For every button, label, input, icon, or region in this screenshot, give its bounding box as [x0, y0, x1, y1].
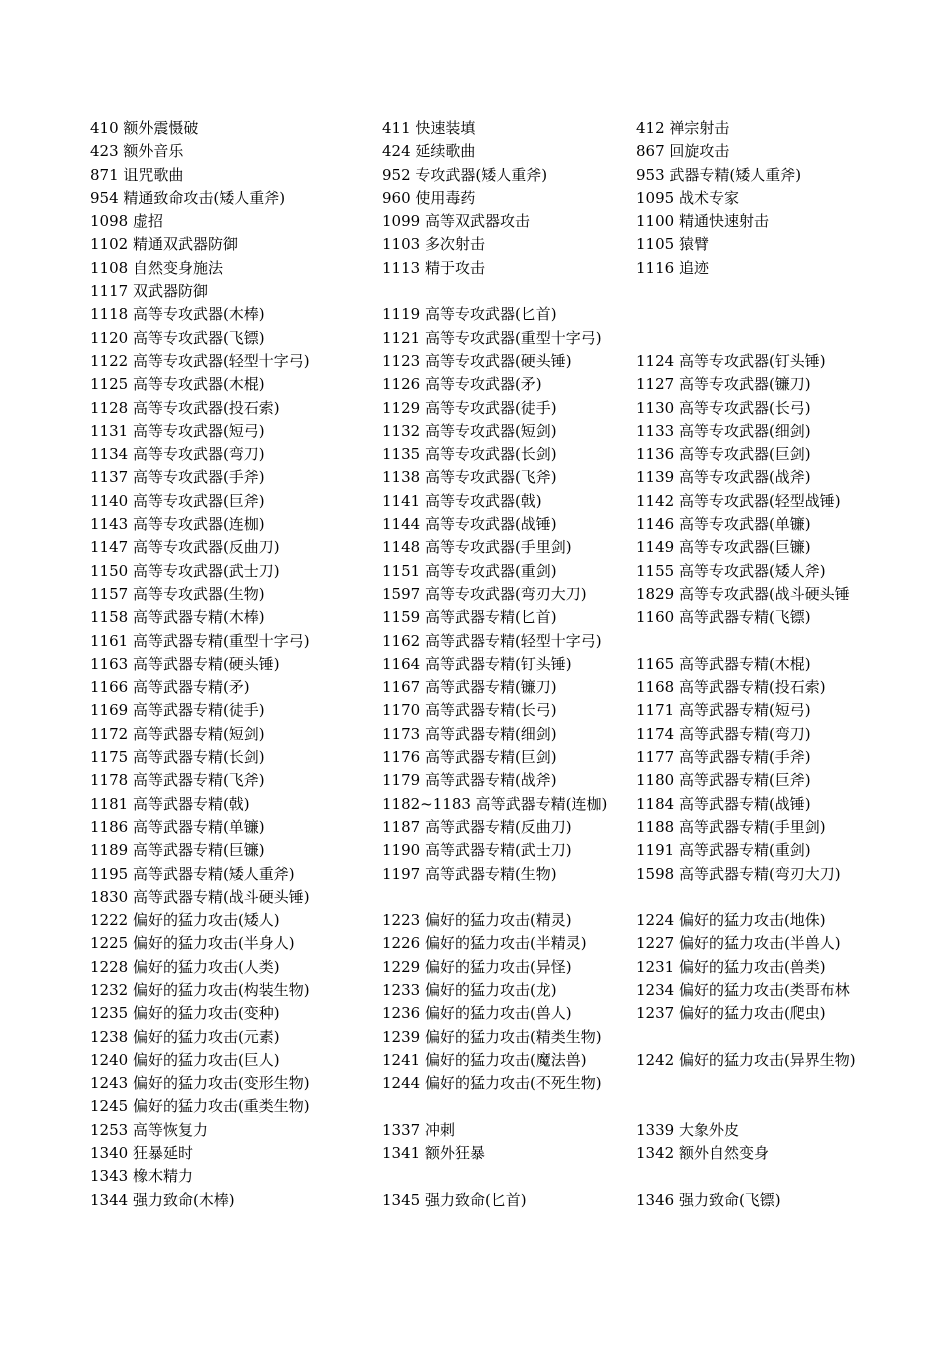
feat-entry: 1175 高等武器专精(长剑)	[90, 748, 265, 767]
feat-entry: 1166 高等武器专精(矛)	[90, 678, 250, 697]
feat-row	[0, 653, 950, 676]
feat-entry: 1160 高等武器专精(飞镖)	[636, 608, 811, 627]
feat-entry: 1117 双武器防御	[90, 282, 208, 301]
feat-entry: 1225 偏好的猛力攻击(半身人)	[90, 934, 295, 953]
feat-entry: 1136 高等专攻武器(巨剑)	[636, 445, 811, 464]
feat-entry: 1239 偏好的猛力攻击(精类生物)	[382, 1027, 602, 1046]
feat-entry: 1173 高等武器专精(细剑)	[382, 724, 557, 743]
feat-row	[0, 164, 950, 187]
feat-row	[0, 490, 950, 513]
feat-entry: 1189 高等武器专精(巨镰)	[90, 841, 265, 860]
feat-entry: 1346 强力致命(飞镖)	[636, 1190, 781, 1209]
feat-entry: 1224 偏好的猛力攻击(地侏)	[636, 911, 826, 930]
feat-entry: 1241 偏好的猛力攻击(魔法兽)	[382, 1050, 587, 1069]
feat-entry: 1240 偏好的猛力攻击(巨人)	[90, 1050, 280, 1069]
feat-entry: 1143 高等专攻武器(连枷)	[90, 515, 265, 534]
feat-row	[0, 280, 950, 303]
feat-entry: 1341 额外狂暴	[382, 1144, 485, 1163]
feat-row	[0, 746, 950, 769]
feat-entry: 411 快速装填	[382, 119, 476, 137]
feat-row	[0, 1002, 950, 1025]
feat-entry: 1162 高等武器专精(轻型十字弓)	[382, 631, 602, 650]
feat-entry: 1105 猿臂	[636, 235, 709, 254]
feat-entry: 1113 精于攻击	[382, 258, 485, 277]
feat-row	[0, 932, 950, 955]
feat-entry: 1598 高等武器专精(弯刃大刀)	[636, 864, 841, 883]
feat-entry: 1244 偏好的猛力攻击(不死生物)	[382, 1074, 602, 1093]
feat-entry: 1197 高等武器专精(生物)	[382, 864, 557, 883]
feat-entry: 410 额外震慑破	[90, 119, 199, 137]
feat-entry: 1190 高等武器专精(武士刀)	[382, 841, 572, 860]
feat-row	[0, 886, 950, 909]
feat-row	[0, 1119, 950, 1142]
feat-row	[0, 397, 950, 420]
feat-entry: 1195 高等武器专精(矮人重斧)	[90, 864, 295, 883]
feat-entry: 1169 高等武器专精(徒手)	[90, 701, 265, 720]
feat-entry: 1227 偏好的猛力攻击(半兽人)	[636, 934, 841, 953]
feat-row	[0, 956, 950, 979]
feat-entry: 1129 高等专攻武器(徒手)	[382, 398, 557, 417]
feat-row	[0, 1165, 950, 1188]
feat-entry: 1180 高等武器专精(巨斧)	[636, 771, 811, 790]
feat-entry: 1345 强力致命(匕首)	[382, 1190, 527, 1209]
feat-entry: 871 诅咒歌曲	[90, 165, 184, 184]
feat-entry: 1142 高等专攻武器(轻型战锤)	[636, 491, 841, 510]
feat-entry: 1116 追迹	[636, 258, 709, 277]
feat-entry: 1135 高等专攻武器(长剑)	[382, 445, 557, 464]
feat-entry: 1168 高等武器专精(投石索)	[636, 678, 826, 697]
feat-row	[0, 769, 950, 792]
feat-entry: 1157 高等专攻武器(生物)	[90, 584, 265, 603]
feat-entry: 1170 高等武器专精(长弓)	[382, 701, 557, 720]
feat-entry: 1141 高等专攻武器(戟)	[382, 491, 542, 510]
feat-entry: 1149 高等专攻武器(巨镰)	[636, 538, 811, 557]
feat-row	[0, 420, 950, 443]
feat-entry: 953 武器专精(矮人重斧)	[636, 165, 802, 184]
feat-entry: 1235 偏好的猛力攻击(变种)	[90, 1004, 280, 1023]
feat-entry: 1174 高等武器专精(弯刀)	[636, 724, 811, 743]
feat-entry: 1228 偏好的猛力攻击(人类)	[90, 957, 280, 976]
feat-entry: 1226 偏好的猛力攻击(半精灵)	[382, 934, 587, 953]
feat-entry: 1120 高等专攻武器(飞镖)	[90, 328, 265, 347]
feat-row	[0, 350, 950, 373]
feat-entry: 960 使用毒药	[382, 188, 476, 207]
feat-entry: 1177 高等武器专精(手斧)	[636, 748, 811, 767]
feat-entry: 1233 偏好的猛力攻击(龙)	[382, 980, 557, 999]
feat-entry: 1179 高等武器专精(战斧)	[382, 771, 557, 790]
feat-row	[0, 699, 950, 722]
feat-entry: 1165 高等武器专精(木棍)	[636, 654, 811, 673]
feat-entry: 1144 高等专攻武器(战锤)	[382, 515, 557, 534]
feat-entry: 1128 高等专攻武器(投石索)	[90, 398, 280, 417]
feat-row	[0, 1142, 950, 1165]
feat-entry: 1337 冲刺	[382, 1120, 455, 1139]
feat-row	[0, 1072, 950, 1095]
feat-entry: 1131 高等专攻武器(短弓)	[90, 421, 265, 440]
feat-entry: 1095 战术专家	[636, 188, 739, 207]
feat-entry: 1597 高等专攻武器(弯刃大刀)	[382, 584, 587, 603]
feat-entry: 1234 偏好的猛力攻击(类哥布林	[636, 980, 850, 999]
feat-entry: 1829 高等专攻武器(战斗硬头锤	[636, 584, 850, 603]
feat-row	[0, 1026, 950, 1049]
feat-entry: 1171 高等武器专精(短弓)	[636, 701, 811, 720]
feat-entry: 1167 高等武器专精(镰刀)	[382, 678, 557, 697]
feat-entry: 1245 偏好的猛力攻击(重类生物)	[90, 1097, 310, 1116]
feat-entry: 1340 狂暴延时	[90, 1144, 193, 1163]
feat-entry: 1182~1183 高等武器专精(连枷)	[382, 794, 608, 813]
feat-entry: 1188 高等武器专精(手里剑)	[636, 817, 826, 836]
feat-entry: 1139 高等专攻武器(战斧)	[636, 468, 811, 487]
feat-entry: 1339 大象外皮	[636, 1120, 739, 1139]
feat-entry: 1126 高等专攻武器(矛)	[382, 375, 542, 394]
feat-row	[0, 233, 950, 256]
feat-entry: 412 禅宗射击	[636, 119, 730, 137]
feat-entry: 1148 高等专攻武器(手里剑)	[382, 538, 572, 557]
feat-row	[0, 303, 950, 326]
feat-entry: 424 延续歌曲	[382, 142, 476, 161]
feat-row	[0, 373, 950, 396]
feat-entry: 1186 高等武器专精(单镰)	[90, 817, 265, 836]
feat-entry: 1121 高等专攻武器(重型十字弓)	[382, 328, 602, 347]
feat-entry: 1223 偏好的猛力攻击(精灵)	[382, 911, 572, 930]
feat-row	[0, 536, 950, 559]
feat-entry: 1127 高等专攻武器(镰刀)	[636, 375, 811, 394]
feat-entry: 1243 偏好的猛力攻击(变形生物)	[90, 1074, 310, 1093]
feat-entry: 1184 高等武器专精(战锤)	[636, 794, 811, 813]
feat-entry: 1158 高等武器专精(木棒)	[90, 608, 265, 627]
feat-entry: 1124 高等专攻武器(钉头锤)	[636, 351, 826, 370]
feat-row	[0, 1189, 950, 1212]
feat-entry: 1181 高等武器专精(戟)	[90, 794, 250, 813]
feat-row	[0, 816, 950, 839]
feat-entry: 1178 高等武器专精(飞斧)	[90, 771, 265, 790]
feat-entry: 1133 高等专攻武器(细剑)	[636, 421, 811, 440]
feat-entry: 867 回旋攻击	[636, 142, 730, 161]
feat-entry: 1164 高等武器专精(钉头锤)	[382, 654, 572, 673]
feat-row	[0, 1095, 950, 1118]
feat-row	[0, 513, 950, 536]
feat-entry: 1222 偏好的猛力攻击(矮人)	[90, 911, 280, 930]
feat-row	[0, 723, 950, 746]
feat-row	[0, 117, 950, 140]
feat-list	[0, 117, 950, 1212]
feat-entry: 1125 高等专攻武器(木棍)	[90, 375, 265, 394]
feat-row	[0, 863, 950, 886]
feat-row	[0, 257, 950, 280]
feat-entry: 1102 精通双武器防御	[90, 235, 238, 254]
feat-entry: 1150 高等专攻武器(武士刀)	[90, 561, 280, 580]
feat-entry: 952 专攻武器(矮人重斧)	[382, 165, 548, 184]
feat-entry: 1132 高等专攻武器(短剑)	[382, 421, 557, 440]
feat-entry: 1343 橡木精力	[90, 1167, 193, 1186]
feat-row	[0, 140, 950, 163]
feat-row	[0, 979, 950, 1002]
feat-entry: 1231 偏好的猛力攻击(兽类)	[636, 957, 826, 976]
feat-row	[0, 210, 950, 233]
feat-row	[0, 443, 950, 466]
feat-row	[0, 466, 950, 489]
feat-entry: 1187 高等武器专精(反曲刀)	[382, 817, 572, 836]
feat-entry: 1122 高等专攻武器(轻型十字弓)	[90, 351, 310, 370]
feat-row	[0, 606, 950, 629]
feat-entry: 1191 高等武器专精(重剑)	[636, 841, 811, 860]
feat-entry: 1130 高等专攻武器(长弓)	[636, 398, 811, 417]
feat-entry: 1161 高等武器专精(重型十字弓)	[90, 631, 310, 650]
feat-row	[0, 1049, 950, 1072]
feat-entry: 1344 强力致命(木棒)	[90, 1190, 235, 1209]
feat-row	[0, 793, 950, 816]
feat-entry: 1342 额外自然变身	[636, 1144, 769, 1163]
feat-entry: 1236 偏好的猛力攻击(兽人)	[382, 1004, 572, 1023]
feat-entry: 1123 高等专攻武器(硬头锤)	[382, 351, 572, 370]
feat-entry: 1138 高等专攻武器(飞斧)	[382, 468, 557, 487]
feat-entry: 1103 多次射击	[382, 235, 485, 254]
feat-row	[0, 583, 950, 606]
feat-entry: 1140 高等专攻武器(巨斧)	[90, 491, 265, 510]
feat-row	[0, 839, 950, 862]
feat-entry: 1108 自然变身施法	[90, 258, 223, 277]
feat-entry: 1242 偏好的猛力攻击(异界生物)	[636, 1050, 856, 1069]
feat-entry: 1100 精通快速射击	[636, 212, 769, 231]
feat-entry: 1237 偏好的猛力攻击(爬虫)	[636, 1004, 826, 1023]
feat-row	[0, 630, 950, 653]
feat-entry: 1253 高等恢复力	[90, 1120, 208, 1139]
feat-entry: 1137 高等专攻武器(手斧)	[90, 468, 265, 487]
feat-entry: 1098 虚招	[90, 212, 163, 231]
feat-row	[0, 187, 950, 210]
feat-entry: 1176 高等武器专精(巨剑)	[382, 748, 557, 767]
feat-entry: 1151 高等专攻武器(重剑)	[382, 561, 557, 580]
feat-entry: 1147 高等专攻武器(反曲刀)	[90, 538, 280, 557]
feat-entry: 954 精通致命攻击(矮人重斧)	[90, 188, 286, 207]
feat-entry: 1134 高等专攻武器(弯刀)	[90, 445, 265, 464]
feat-entry: 1232 偏好的猛力攻击(构装生物)	[90, 980, 310, 999]
feat-entry: 1119 高等专攻武器(匕首)	[382, 305, 557, 324]
feat-row	[0, 676, 950, 699]
feat-entry: 1146 高等专攻武器(单镰)	[636, 515, 811, 534]
feat-entry: 1830 高等武器专精(战斗硬头锤)	[90, 887, 310, 906]
feat-entry: 1238 偏好的猛力攻击(元素)	[90, 1027, 280, 1046]
feat-entry: 1118 高等专攻武器(木棒)	[90, 305, 265, 324]
feat-entry: 1172 高等武器专精(短剑)	[90, 724, 265, 743]
feat-entry: 423 额外音乐	[90, 142, 184, 161]
feat-row	[0, 560, 950, 583]
feat-row	[0, 327, 950, 350]
feat-entry: 1155 高等专攻武器(矮人斧)	[636, 561, 826, 580]
feat-entry: 1159 高等武器专精(匕首)	[382, 608, 557, 627]
feat-entry: 1099 高等双武器攻击	[382, 212, 530, 231]
feat-entry: 1229 偏好的猛力攻击(异怪)	[382, 957, 572, 976]
feat-entry: 1163 高等武器专精(硬头锤)	[90, 654, 280, 673]
feat-row	[0, 909, 950, 932]
